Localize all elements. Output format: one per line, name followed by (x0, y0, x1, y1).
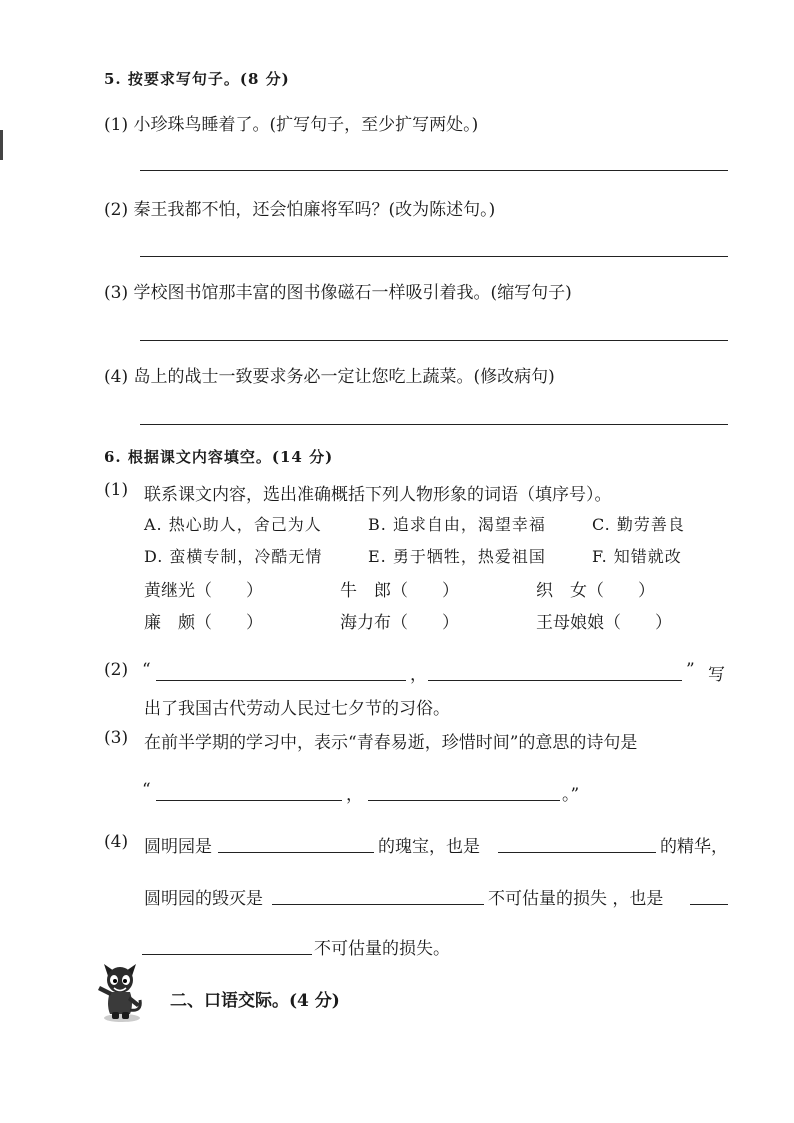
person-zhi-nu[interactable]: 织 女（ ） (536, 581, 655, 601)
q6-p1-num: (1) (104, 480, 129, 500)
option-a: A. 热心助人，舍己为人 (144, 515, 322, 534)
q6-p4-text-f: 不可估量的损失。 (314, 939, 450, 959)
answer-line-q5-1[interactable] (140, 170, 728, 171)
q5-item-3: (3) 学校图书馆那丰富的图书像磁石一样吸引着我。(缩写句子) (104, 283, 572, 303)
person-hai-li-bu[interactable]: 海力布（ ） (340, 613, 459, 633)
q6-p4-text-d: 圆明园的毁灭是 (144, 889, 263, 909)
blank-q6-4d-end[interactable] (142, 954, 312, 955)
blank-q6-3a[interactable] (156, 800, 342, 801)
q6-p3-end: 。” (562, 785, 580, 805)
page-margin-mark (0, 130, 3, 160)
cat-mascot-icon (92, 960, 148, 1024)
answer-line-q5-3[interactable] (140, 340, 728, 341)
option-f: F. 知错就改 (592, 547, 682, 566)
option-d: D. 蛮横专制，冷酷无情 (144, 547, 323, 566)
q6-p2-num: (2) (104, 660, 129, 680)
answer-line-q5-4[interactable] (140, 424, 728, 425)
q6-p1-text: 联系课文内容，选出准确概括下列人物形象的词语（填序号）。 (144, 485, 612, 505)
q6-p2-close-quote: ” (686, 660, 695, 680)
blank-q6-3b[interactable] (368, 800, 560, 801)
option-e: E. 勇于牺牲，热爱祖国 (368, 547, 546, 566)
q6-p4-text-c: 的精华， (660, 837, 728, 857)
q6-p4-text-a: 圆明园是 (144, 837, 212, 857)
option-c: C. 勤劳善良 (592, 515, 685, 534)
q6-p4-num: (4) (104, 832, 129, 852)
q6-p2-open-quote: “ (142, 660, 151, 680)
q5-item-2: (2) 秦王我都不怕，还会怕廉将军吗？(改为陈述句。) (104, 200, 496, 220)
q6-p3-text: 在前半学期的学习中，表示“青春易逝，珍惜时间”的意思的诗句是 (144, 733, 638, 753)
q6-p2-tail: 写 (708, 665, 725, 685)
option-b: B. 追求自由，渴望幸福 (368, 515, 546, 534)
blank-q6-2a[interactable] (156, 680, 406, 681)
blank-q6-4b[interactable] (498, 852, 656, 853)
section-2-heading: 二、口语交际。(4 分) (170, 991, 340, 1011)
q6-p3-comma: ， (346, 785, 363, 805)
person-niu-lang[interactable]: 牛 郎（ ） (340, 581, 459, 601)
q6-p3-num: (3) (104, 728, 129, 748)
q5-item-4: (4) 岛上的战士一致要求务必一定让您吃上蔬菜。(修改病句) (104, 367, 555, 387)
blank-q6-2b[interactable] (428, 680, 682, 681)
q6-p2-line2: 出了我国古代劳动人民过七夕节的习俗。 (144, 699, 450, 719)
answer-line-q5-2[interactable] (140, 256, 728, 257)
person-huang-jiguang[interactable]: 黄继光（ ） (144, 581, 263, 601)
person-wang-mu-niang-niang[interactable]: 王母娘娘（ ） (536, 613, 672, 633)
blank-q6-4a[interactable] (218, 852, 374, 853)
q5-item-1: (1) 小珍珠鸟睡着了。(扩写句子，至少扩写两处。) (104, 115, 479, 135)
q6-heading: 6. 根据课文内容填空。(14 分) (104, 448, 334, 466)
blank-q6-4c[interactable] (272, 904, 484, 905)
q6-p3-open-quote: “ (142, 780, 151, 800)
q5-heading: 5. 按要求写句子。(8 分) (104, 70, 290, 88)
q6-p4-text-b: 的瑰宝，也是 (378, 837, 480, 857)
q6-p2-comma: ， (410, 665, 427, 685)
person-lian-po[interactable]: 廉 颇（ ） (144, 613, 263, 633)
q6-p4-text-e: 不可估量的损失 ，也是 (488, 889, 664, 909)
blank-q6-4d-start[interactable] (690, 904, 728, 905)
